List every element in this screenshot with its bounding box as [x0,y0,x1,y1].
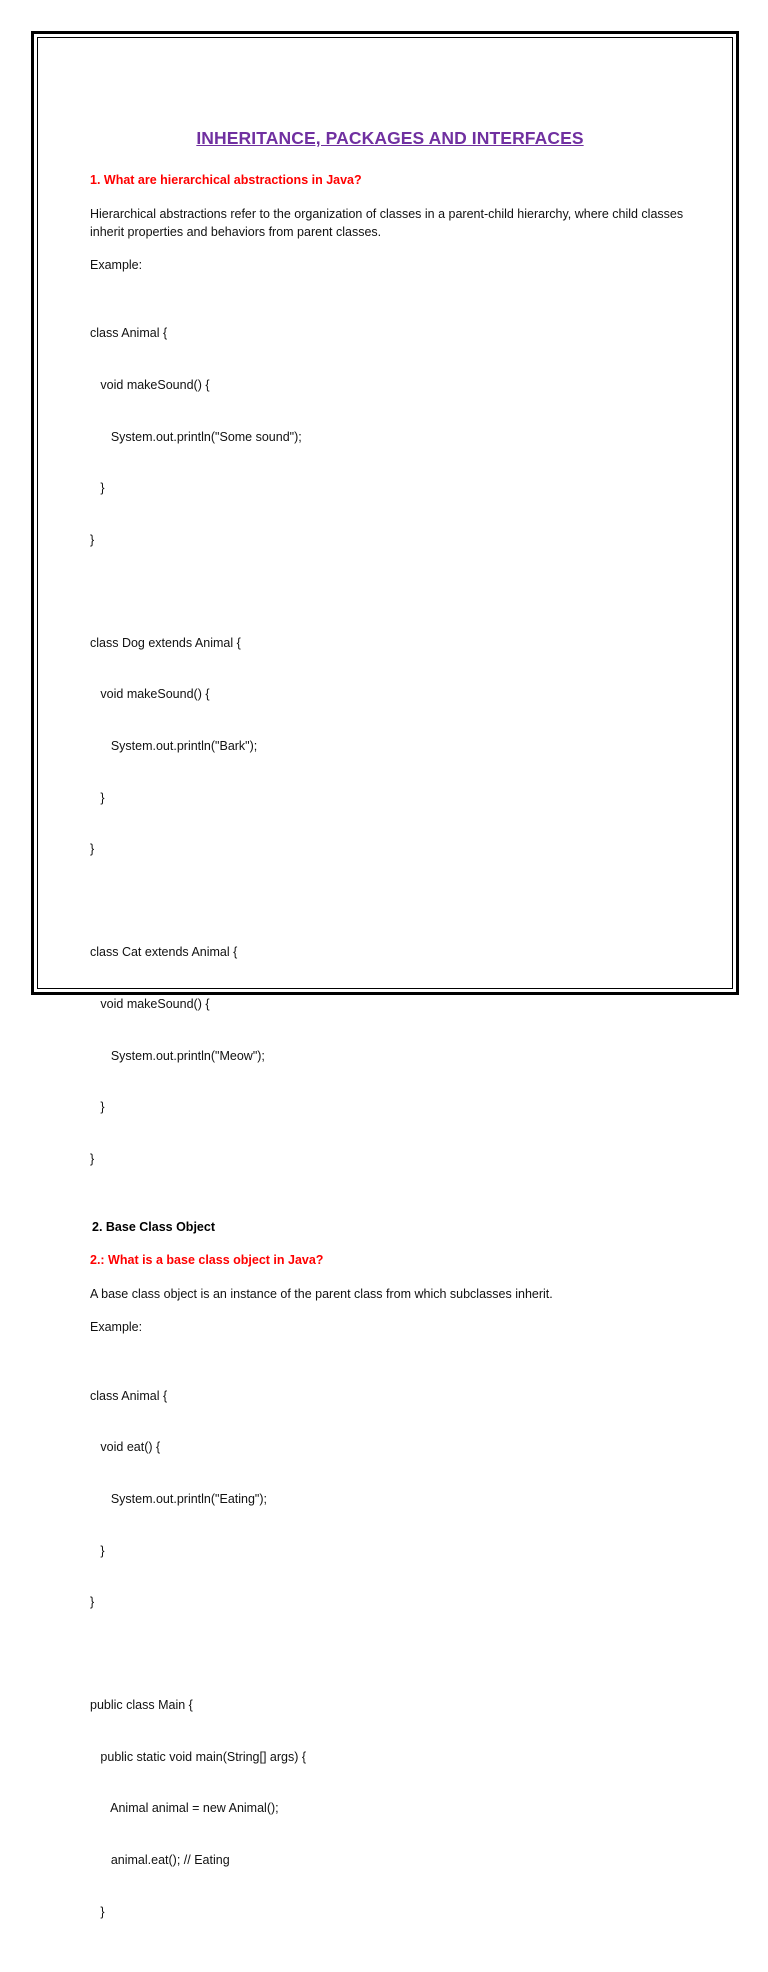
code-line: } [90,790,105,805]
answer-2: A base class object is an instance of the parent class from which subclasses inherit. [90,1287,553,1302]
code-line: void makeSound() { [90,687,210,702]
code-block-animal [90,291,690,583]
code-line: animal.eat(); // Eating [90,1853,230,1868]
code-block-cat [90,910,690,1202]
code-block-dog [90,600,690,892]
code-line: class Dog extends Animal { [90,635,241,650]
code-line: class Cat extends Animal { [90,945,238,960]
code-line: } [90,1100,105,1115]
code-block-main [90,1663,690,1955]
code-line: System.out.println("Some sound"); [90,429,302,444]
question-1: 1. What are hierarchical abstractions in Java? [90,173,362,187]
example-label-1: Example: [90,258,143,272]
answer-1: Hierarchical abstractions refer to the organization of classes in a parent-child hierarchy, where child classes inherit properties and behaviors from parent classes. [90,207,684,239]
code-line: void eat() { [90,1440,161,1455]
code-line: public static void main(String[] args) { [90,1749,307,1764]
code-line: System.out.println("Eating"); [90,1491,267,1506]
code-block-animal-eat [90,1353,690,1645]
code-line: void makeSound() { [90,378,210,393]
code-line: } [90,1543,105,1558]
example-label-2: Example: [90,1320,143,1335]
code-line: } [90,842,95,857]
code-line: public class Main { [90,1698,193,1713]
code-line: class Animal { [90,326,168,341]
code-line: void makeSound() { [90,996,210,1011]
code-line: } [90,1151,95,1166]
code-line: } [90,1595,95,1610]
code-line: System.out.println("Bark"); [90,739,258,754]
document-content [90,126,690,1972]
code-line: } [90,1904,105,1919]
page-title: INHERITANCE, PACKAGES AND INTERFACES [196,128,584,148]
code-line: } [90,481,105,496]
question-2: 2.: What is a base class object in Java? [90,1253,324,1268]
code-line: } [90,532,95,547]
code-line: Animal animal = new Animal(); [90,1801,279,1816]
section-2-heading: 2. Base Class Object [92,1220,215,1235]
code-line: class Animal { [90,1388,168,1403]
code-line: System.out.println("Meow"); [90,1048,265,1063]
